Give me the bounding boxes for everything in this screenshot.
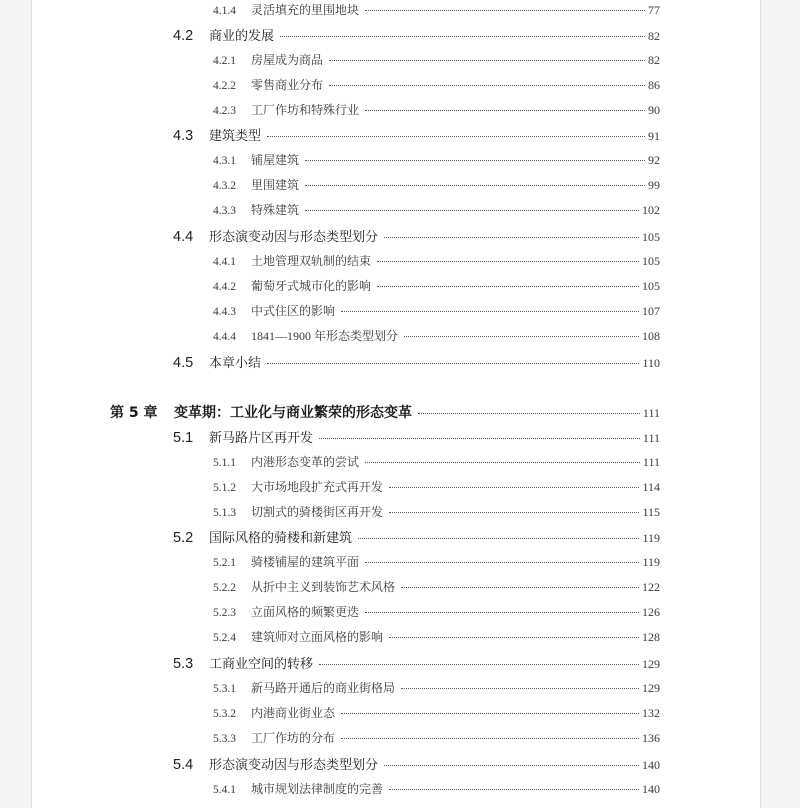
dot-leader <box>341 713 639 714</box>
dot-leader <box>329 85 645 86</box>
toc-title: 立面风格的频繁更迭 <box>251 605 360 619</box>
dot-leader <box>404 336 639 337</box>
toc-title: 切割式的骑楼街区再开发 <box>251 505 384 519</box>
toc-number: 5.3.3 <box>213 733 236 745</box>
dot-leader <box>319 664 639 665</box>
toc-page: 111 <box>642 406 660 420</box>
toc-entry[interactable] <box>213 76 660 93</box>
toc-entry[interactable] <box>213 252 660 269</box>
toc-entry[interactable] <box>213 578 660 595</box>
toc-page: 105 <box>642 254 660 268</box>
dot-leader <box>267 363 639 364</box>
toc-title: 新马路开通后的商业街格局 <box>251 681 396 695</box>
toc-entry[interactable] <box>213 478 660 495</box>
toc-title: 葡萄牙式城市化的影响 <box>251 279 372 293</box>
toc-number: 5.2.1 <box>213 557 236 569</box>
toc-entry[interactable] <box>213 503 660 520</box>
toc-page: 136 <box>642 731 660 745</box>
toc-title: 新马路片区再开发 <box>209 431 314 446</box>
toc-number: 5.3.2 <box>213 708 236 720</box>
toc-number: 5.4.1 <box>213 784 236 796</box>
toc-number: 5.4 <box>173 757 194 773</box>
toc-title: 内港商业街业态 <box>251 706 336 720</box>
toc-number: 4.2.3 <box>213 105 236 117</box>
toc-number: 5.1.2 <box>213 482 236 494</box>
toc-number: 4.2.2 <box>213 80 236 92</box>
toc-number: 5.1 <box>173 430 194 446</box>
dot-leader <box>365 562 639 563</box>
toc-page: 114 <box>642 480 660 494</box>
toc-chapter-entry[interactable] <box>110 402 660 422</box>
toc-entry[interactable] <box>173 754 660 773</box>
dot-leader <box>365 10 645 11</box>
toc-number: 4.3.1 <box>213 155 236 167</box>
dot-leader <box>365 110 645 111</box>
toc-title: 建筑师对立面风格的影响 <box>251 630 384 644</box>
toc-page: 128 <box>642 630 660 644</box>
dot-leader <box>365 462 640 463</box>
dot-leader <box>341 311 639 312</box>
dot-leader <box>384 237 639 238</box>
toc-entry[interactable] <box>213 628 660 645</box>
toc-page: 126 <box>642 605 660 619</box>
toc-entry[interactable] <box>213 729 660 746</box>
toc-page: 105 <box>642 279 660 293</box>
dot-leader <box>358 538 639 539</box>
toc-title: 工厂作坊和特殊行业 <box>251 103 360 117</box>
toc-number: 4.4 <box>173 229 194 245</box>
toc-page: 102 <box>642 203 660 217</box>
toc-entry[interactable] <box>213 277 660 294</box>
toc-page: 110 <box>642 356 660 370</box>
toc-title: 城市规划法律制度的完善 <box>251 782 384 796</box>
toc-number: 5.1.1 <box>213 457 236 469</box>
toc-title: 里围建筑 <box>251 178 300 192</box>
toc-title: 灵活填充的里围地块 <box>251 3 360 17</box>
toc-title: 内港形态变革的尝试 <box>251 455 360 469</box>
toc-number: 5.2.4 <box>213 632 236 644</box>
toc-page: 107 <box>642 304 660 318</box>
toc-title: 土地管理双轨制的结束 <box>251 254 372 268</box>
toc-title: 中式住区的影响 <box>251 304 336 318</box>
toc-page: 92 <box>648 153 660 167</box>
dot-leader <box>389 512 639 513</box>
toc-title: 骑楼铺屋的建筑平面 <box>251 555 360 569</box>
toc-entry[interactable] <box>173 352 660 371</box>
dot-leader <box>365 612 639 613</box>
dot-leader <box>401 688 639 689</box>
toc-title: 特殊建筑 <box>251 203 300 217</box>
dot-leader <box>341 738 639 739</box>
dot-leader <box>401 587 639 588</box>
toc-title: 铺屋建筑 <box>251 153 300 167</box>
toc-chapter-title: 变革期：工业化与商业繁荣的形态变革 <box>174 405 412 421</box>
toc-entry[interactable] <box>213 553 660 570</box>
toc-page: 77 <box>648 3 660 17</box>
toc-entry[interactable] <box>213 201 660 218</box>
toc-number: 4.3.3 <box>213 205 236 217</box>
toc-page: 115 <box>642 505 660 519</box>
dot-leader <box>389 637 639 638</box>
toc-page: 140 <box>642 782 660 796</box>
toc-page: 132 <box>642 706 660 720</box>
toc-entry[interactable] <box>213 101 660 118</box>
toc-page: 82 <box>648 53 660 67</box>
toc-title: 工厂作坊的分布 <box>251 731 336 745</box>
dot-leader <box>280 36 645 37</box>
toc-number: 5.2.2 <box>213 582 236 594</box>
toc-page: 129 <box>642 657 660 671</box>
dot-leader <box>384 765 639 766</box>
toc-page: 90 <box>648 103 660 117</box>
toc-page: 82 <box>648 29 660 43</box>
toc-entry[interactable] <box>213 453 660 470</box>
toc-page: 105 <box>642 230 660 244</box>
toc-page: 86 <box>648 78 660 92</box>
dot-leader <box>389 487 639 488</box>
toc-title: 从折中主义到装饰艺术风格 <box>251 580 396 594</box>
toc-title: 大市场地段扩充式再开发 <box>251 480 384 494</box>
toc-title: 形态演变动因与形态类型划分 <box>209 230 379 245</box>
toc-page: 111 <box>642 455 660 469</box>
toc-entry[interactable] <box>213 51 660 68</box>
toc-page: 108 <box>642 329 660 343</box>
toc-chapter-number: 第 5 章 <box>110 405 158 421</box>
toc-title: 1841—1900 年形态类型划分 <box>251 329 399 343</box>
toc-entry[interactable] <box>213 679 660 696</box>
toc-entry[interactable] <box>173 25 660 44</box>
toc-entry[interactable] <box>213 302 660 319</box>
toc-title: 工商业空间的转移 <box>209 657 314 672</box>
toc-page: 140 <box>642 758 660 772</box>
toc-number: 4.1.4 <box>213 5 236 17</box>
toc-title: 房屋成为商品 <box>251 53 324 67</box>
toc-number: 5.3.1 <box>213 683 236 695</box>
toc-entry[interactable] <box>173 653 660 672</box>
toc-page: 122 <box>642 580 660 594</box>
toc-number: 4.2 <box>173 28 194 44</box>
toc-title: 商业的发展 <box>209 29 275 44</box>
dot-leader <box>377 286 639 287</box>
toc-number: 4.4.4 <box>213 331 236 343</box>
toc-entry[interactable] <box>173 427 660 446</box>
toc-page: 111 <box>642 431 660 445</box>
toc-entry[interactable] <box>213 176 660 193</box>
toc-entry[interactable] <box>173 527 660 546</box>
dot-leader <box>377 261 639 262</box>
toc-page: 129 <box>642 681 660 695</box>
dot-leader <box>305 185 645 186</box>
toc-number: 4.3 <box>173 128 194 144</box>
toc-entry[interactable] <box>213 1 660 18</box>
toc-entry[interactable] <box>213 704 660 721</box>
toc-title: 国际风格的骑楼和新建筑 <box>209 531 353 546</box>
toc-number: 4.4.2 <box>213 281 236 293</box>
toc-number: 5.2.3 <box>213 607 236 619</box>
toc-page: 119 <box>642 555 660 569</box>
toc-number: 4.3.2 <box>213 180 236 192</box>
toc-title: 零售商业分布 <box>251 78 324 92</box>
toc-number: 4.5 <box>173 355 194 371</box>
dot-leader <box>267 136 645 137</box>
toc-entry[interactable] <box>213 151 660 168</box>
toc-number: 4.2.1 <box>213 55 236 67</box>
dot-leader <box>305 160 645 161</box>
toc-entry[interactable] <box>213 780 660 797</box>
toc-title: 形态演变动因与形态类型划分 <box>209 758 379 773</box>
dot-leader <box>305 210 639 211</box>
toc-number: 4.4.3 <box>213 306 236 318</box>
toc-entry[interactable] <box>173 226 660 245</box>
toc-title: 本章小结 <box>209 356 262 371</box>
toc-entry[interactable] <box>213 603 660 620</box>
toc-number: 5.2 <box>173 530 194 546</box>
dot-leader <box>418 413 640 414</box>
dot-leader <box>329 60 645 61</box>
dot-leader <box>389 789 639 790</box>
toc-number: 5.3 <box>173 656 194 672</box>
toc-entry[interactable] <box>213 327 660 344</box>
toc-page: 119 <box>642 531 660 545</box>
toc-entry[interactable] <box>173 125 660 144</box>
dot-leader <box>319 438 640 439</box>
toc-page: 91 <box>648 129 660 143</box>
toc-number: 4.4.1 <box>213 256 236 268</box>
toc-page: 99 <box>648 178 660 192</box>
toc-number: 5.1.3 <box>213 507 236 519</box>
toc-title: 建筑类型 <box>209 129 262 144</box>
